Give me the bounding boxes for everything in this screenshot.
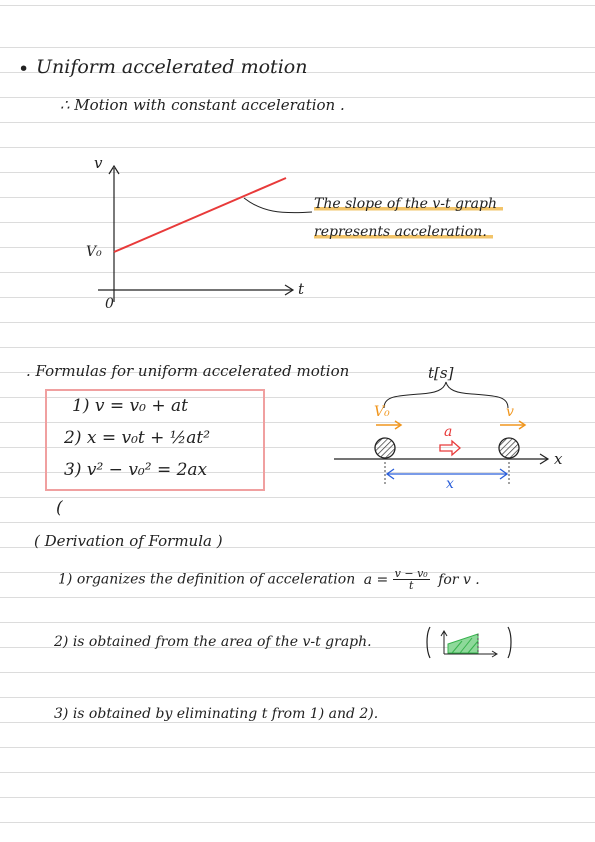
section2-title: . Formulas for uniform accelerated motion <box>26 362 350 380</box>
graph-x-label: t <box>298 280 305 298</box>
v-label: v <box>506 404 514 420</box>
section1-bullet: • <box>18 58 30 80</box>
graph-y-label: v <box>94 154 103 172</box>
derivation-line1-a: a = <box>363 571 389 588</box>
derivation-title: ( Derivation of Formula ) <box>34 532 223 550</box>
area-fill <box>448 634 478 653</box>
distance-label: x <box>446 476 454 492</box>
time-label: t[s] <box>428 364 454 382</box>
a-label: a <box>444 424 453 440</box>
v0-label: V₀ <box>374 404 390 420</box>
derivation-line1-post: for v . <box>438 571 480 588</box>
fraction-numerator: v − v₀ <box>394 567 428 580</box>
section1-subtitle: ∴ Motion with constant acceleration . <box>60 96 345 114</box>
derivation-line2: 2) is obtained from the area of the v-t graph. <box>54 634 372 650</box>
formula-3: 3) v² − v₀² = 2ax <box>64 460 208 480</box>
open-paren-mark: ( <box>56 498 63 518</box>
section1-title: Uniform accelerated motion <box>36 56 308 78</box>
diagram-x-label: x <box>554 450 563 468</box>
derivation-line1-text: 1) organizes the definition of acceleration <box>58 571 356 588</box>
graph-intercept-label: V₀ <box>86 244 102 260</box>
graph-origin-label: 0 <box>105 296 114 312</box>
formula-2: 2) x = v₀t + ½at² <box>64 428 211 448</box>
derivation-line3: 3) is obtained by eliminating t from 1) and 2). <box>54 706 379 722</box>
fraction-denominator: t <box>408 579 414 592</box>
formula-1: 1) v = v₀ + at <box>72 396 188 416</box>
graph-annotation-line2: represents acceleration. <box>314 224 493 240</box>
graph-annotation-line1: The slope of the v-t graph <box>314 196 503 212</box>
